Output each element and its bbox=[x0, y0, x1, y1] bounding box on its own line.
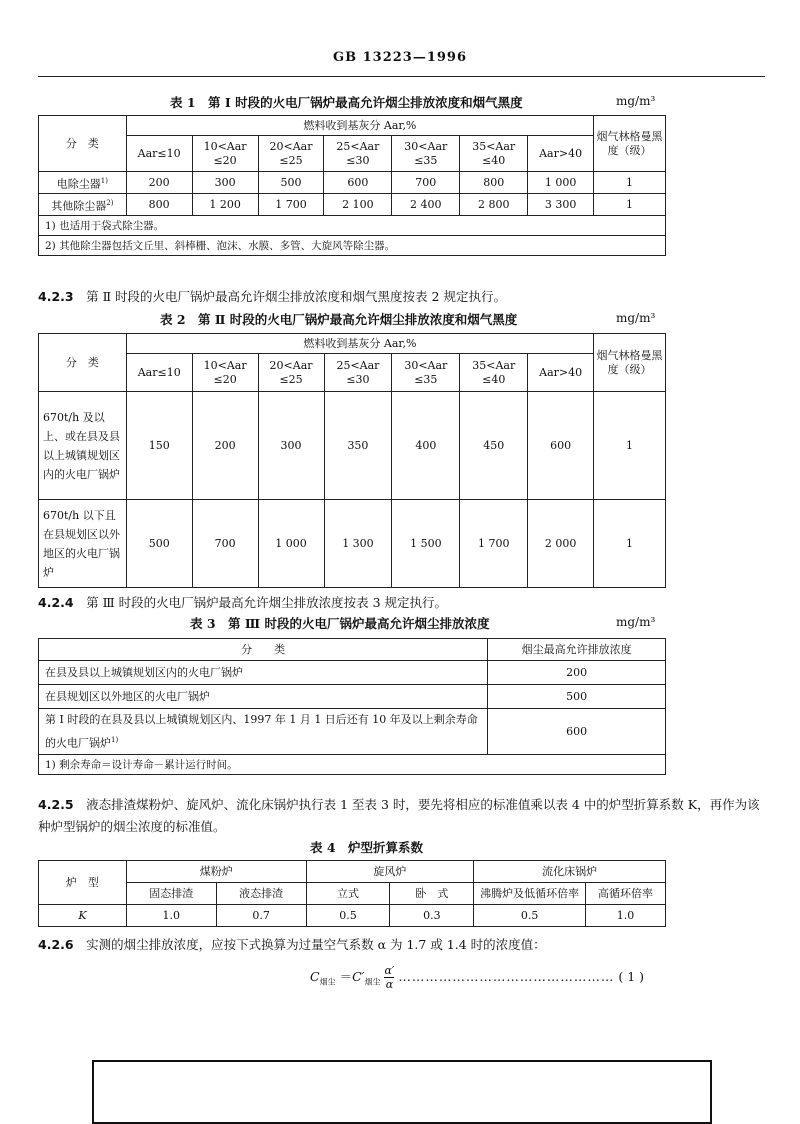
table-cell: 3 300 bbox=[528, 194, 594, 216]
table2-col-black: 烟气林格曼黑度（级） bbox=[594, 334, 666, 392]
table4-subheader: 液态排渣 bbox=[216, 883, 306, 905]
table1-range: 10<Aar ≤20 bbox=[192, 136, 258, 172]
table-cell: 200 bbox=[192, 392, 258, 500]
table4-col-type: 炉 型 bbox=[39, 861, 127, 905]
table-cell: 300 bbox=[192, 172, 258, 194]
table1-unit: mg/m³ bbox=[616, 94, 656, 108]
table-cell: 0.5 bbox=[474, 905, 586, 927]
table2-range: 25<Aar ≤30 bbox=[324, 354, 392, 392]
table4-subheader: 固态排渣 bbox=[126, 883, 216, 905]
table-row bbox=[39, 194, 666, 216]
table-cell: 0.5 bbox=[306, 905, 390, 927]
table1-range: 20<Aar ≤25 bbox=[258, 136, 324, 172]
table-cell: 800 bbox=[126, 194, 192, 216]
table1-range: 30<Aar ≤35 bbox=[392, 136, 460, 172]
table-row bbox=[39, 709, 666, 755]
table-cell: 200 bbox=[488, 661, 666, 685]
table-cell: 500 bbox=[488, 685, 666, 709]
table-cell: 400 bbox=[392, 392, 460, 500]
table-cell: 2 800 bbox=[460, 194, 528, 216]
table-cell: 600 bbox=[324, 172, 392, 194]
table1 bbox=[38, 115, 666, 256]
table1-range: 25<Aar ≤30 bbox=[324, 136, 392, 172]
table4-group: 旋风炉 bbox=[306, 861, 474, 883]
table4-subheader: 卧 式 bbox=[390, 883, 474, 905]
table-cell: 1.0 bbox=[586, 905, 666, 927]
standard-code: GB 13223—1996 bbox=[332, 50, 468, 65]
header-rule bbox=[38, 76, 765, 77]
table-row bbox=[39, 172, 666, 194]
table-cell: 1 bbox=[594, 172, 666, 194]
table4-caption: 表 4 炉型折算系数 bbox=[310, 840, 424, 855]
table1-row-label: 其他除尘器$^{2)}$ bbox=[39, 194, 127, 216]
table-cell: 450 bbox=[460, 392, 528, 500]
table4-group: 煤粉炉 bbox=[126, 861, 306, 883]
table1-row-label: 电除尘器$^{1)}$ bbox=[39, 172, 127, 194]
table4-subheader: 立式 bbox=[306, 883, 390, 905]
table-cell: 700 bbox=[192, 500, 258, 588]
table1-note: 1) 也适用于袋式除尘器。 bbox=[39, 216, 666, 236]
table3-caption: 表 3 第 Ⅲ 时段的火电厂锅炉最高允许烟尘排放浓度 bbox=[190, 616, 490, 631]
table-cell: 350 bbox=[324, 392, 392, 500]
table-cell: 1.0 bbox=[126, 905, 216, 927]
table-cell: 700 bbox=[392, 172, 460, 194]
table4 bbox=[38, 860, 666, 927]
table-cell: 1 300 bbox=[324, 500, 392, 588]
table2-col-group: 燃料收到基灰分 Aar,% bbox=[126, 334, 593, 354]
table-cell: 1 200 bbox=[192, 194, 258, 216]
table4-subheader: 沸腾炉及低循环倍率 bbox=[474, 883, 586, 905]
table1-caption: 表 1 第 Ⅰ 时段的火电厂锅炉最高允许烟尘排放浓度和烟气黑度 bbox=[170, 95, 523, 110]
table1-col-black: 烟气林格曼黑度（级） bbox=[594, 116, 666, 172]
table-cell: 1 700 bbox=[258, 194, 324, 216]
table-cell: 800 bbox=[460, 172, 528, 194]
table2-range: 35<Aar ≤40 bbox=[460, 354, 528, 392]
table3-col-category: 分 类 bbox=[39, 639, 488, 661]
table3-col-value: 烟尘最高允许排放浓度 bbox=[488, 639, 666, 661]
table-cell: 0.3 bbox=[390, 905, 474, 927]
table2-row-label: 670t/h 以下且在县规划区以外地区的火电厂锅炉 bbox=[39, 500, 127, 588]
table-row bbox=[39, 905, 666, 927]
table2-range: Aar≤10 bbox=[126, 354, 192, 392]
table-cell: 200 bbox=[126, 172, 192, 194]
table3 bbox=[38, 638, 666, 775]
table2-range: 30<Aar ≤35 bbox=[392, 354, 460, 392]
table3-row-label: 第 Ⅰ 时段的在县及县以上城镇规划区内、1997 年 1 月 1 日后还有 10 年及以上剩余寿命的火电厂锅炉$^{1)}$ bbox=[39, 709, 488, 755]
table-cell: 600 bbox=[488, 709, 666, 755]
table2-range: 10<Aar ≤20 bbox=[192, 354, 258, 392]
table4-subheader: 高循环倍率 bbox=[586, 883, 666, 905]
table2-range: 20<Aar ≤25 bbox=[258, 354, 324, 392]
table2-row-label: 670t/h 及以上、或在县及县以上城镇规划区内的火电厂锅炉 bbox=[39, 392, 127, 500]
table-cell: 1 500 bbox=[392, 500, 460, 588]
table-cell: 300 bbox=[258, 392, 324, 500]
table4-group: 流化床锅炉 bbox=[474, 861, 666, 883]
table-row bbox=[39, 661, 666, 685]
table-cell: 1 700 bbox=[460, 500, 528, 588]
table-cell: 1 bbox=[594, 392, 666, 500]
table-cell: 1 000 bbox=[258, 500, 324, 588]
table3-unit: mg/m³ bbox=[616, 615, 656, 629]
table-cell: 500 bbox=[126, 500, 192, 588]
table-cell: 150 bbox=[126, 392, 192, 500]
table-cell: 1 000 bbox=[528, 172, 594, 194]
table-cell: 0.7 bbox=[216, 905, 306, 927]
table3-row-label: 在县及县以上城镇规划区内的火电厂锅炉 bbox=[39, 661, 488, 685]
table-cell: 1 bbox=[594, 194, 666, 216]
table3-note: 1) 剩余寿命＝设计寿命－累计运行时间。 bbox=[39, 755, 666, 775]
table1-range: Aar≤10 bbox=[126, 136, 192, 172]
paragraph-4-2-4: 4.2.4 第 Ⅲ 时段的火电厂锅炉最高允许烟尘排放浓度按表 3 规定执行。 bbox=[38, 595, 448, 610]
table4-row-label: K bbox=[39, 905, 127, 927]
table-cell: 600 bbox=[528, 392, 594, 500]
table-cell: 2 000 bbox=[528, 500, 594, 588]
table3-row-label: 在县规划区以外地区的火电厂锅炉 bbox=[39, 685, 488, 709]
table-cell: 2 100 bbox=[324, 194, 392, 216]
table1-col-category: 分 类 bbox=[39, 116, 127, 172]
table-row bbox=[39, 392, 666, 500]
table2-col-category: 分 类 bbox=[39, 334, 127, 392]
table2-caption: 表 2 第 Ⅱ 时段的火电厂锅炉最高允许烟尘排放浓度和烟气黑度 bbox=[160, 312, 518, 327]
table-cell: 1 bbox=[594, 500, 666, 588]
paragraph-4-2-5: 4.2.5 液态排渣煤粉炉、旋风炉、流化床锅炉执行表 1 至表 3 时，要先将相应的标准值乘以表 4 中的炉型折算系数 K，再作为该种炉型锅炉的烟尘浓度的标准值。 bbox=[38, 797, 760, 834]
table2-unit: mg/m³ bbox=[616, 311, 656, 325]
table2 bbox=[38, 333, 666, 588]
paragraph-4-2-3: 4.2.3 第 Ⅱ 时段的火电厂锅炉最高允许烟尘排放浓度和烟气黑度按表 2 规定执行。 bbox=[38, 289, 506, 304]
table-row bbox=[39, 685, 666, 709]
table-cell: 2 400 bbox=[392, 194, 460, 216]
table1-col-group: 燃料收到基灰分 Aar,% bbox=[126, 116, 593, 136]
bottom-frame bbox=[92, 1060, 712, 1124]
formula-1: $C_{烟尘} =C'_{烟尘}$ $\frac{\alpha'}{\alpha}$ ………………………………………… ( 1 ) bbox=[310, 964, 645, 991]
paragraph-4-2-6: 4.2.6 实测的烟尘排放浓度，应按下式换算为过量空气系数 α 为 1.7 或 1.4 时的浓度值： bbox=[38, 937, 546, 952]
table-row bbox=[39, 500, 666, 588]
table2-range: Aar>40 bbox=[528, 354, 594, 392]
table-cell: 500 bbox=[258, 172, 324, 194]
table1-range: Aar>40 bbox=[528, 136, 594, 172]
table1-range: 35<Aar ≤40 bbox=[460, 136, 528, 172]
table1-note: 2) 其他除尘器包括文丘里、斜棒栅、泡沫、水膜、多管、大旋风等除尘器。 bbox=[39, 236, 666, 256]
